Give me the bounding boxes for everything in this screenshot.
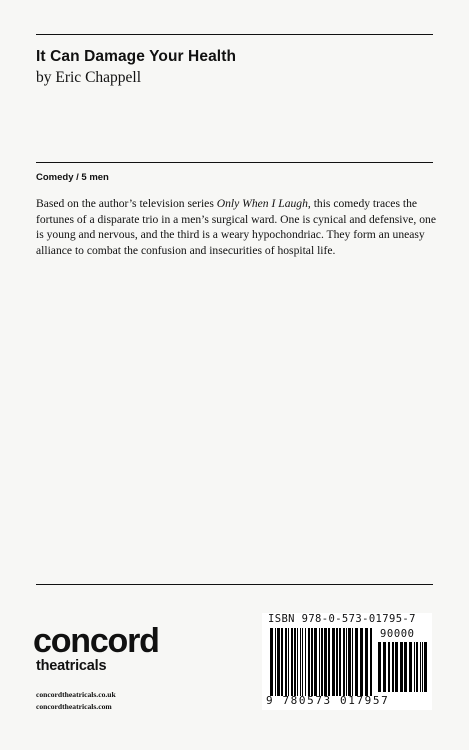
barcode-bar: [424, 642, 427, 692]
barcode-bar: [332, 628, 335, 696]
barcode-bar: [355, 628, 358, 696]
barcode-bar: [395, 642, 398, 692]
barcode-bar: [302, 628, 303, 696]
book-author: by Eric Chappell: [36, 69, 142, 86]
barcode-bar: [270, 628, 273, 696]
barcode-bar: [348, 628, 351, 696]
barcode-bar: [370, 628, 372, 696]
barcode-bar: [285, 628, 287, 696]
series-title: Only When I Laugh: [216, 197, 308, 210]
barcode-bar: [336, 628, 338, 696]
barcode-bar: [339, 628, 341, 696]
bottom-rule: [36, 584, 433, 585]
barcode-bar: [365, 628, 368, 696]
barcode-bar: [409, 642, 412, 692]
barcode-bar: [288, 628, 289, 696]
barcode-bar: [392, 642, 394, 692]
barcode-bar: [321, 628, 323, 696]
top-rule: [36, 34, 433, 35]
barcode-bar: [300, 628, 301, 696]
barcode-bar: [319, 628, 320, 696]
barcode-bar: [346, 628, 347, 696]
barcode-bar: [404, 642, 407, 692]
barcode-bar: [324, 628, 327, 696]
blurb-text-before: Based on the author’s television series: [36, 197, 217, 210]
barcode-bar: [297, 628, 298, 696]
barcode-bar: [422, 642, 423, 692]
barcode-bar: [420, 642, 421, 692]
url-uk: concordtheatricals.co.uk: [36, 690, 116, 699]
url-com: concordtheatricals.com: [36, 702, 112, 711]
isbn-label: ISBN 978-0-573-01795-7: [268, 613, 416, 625]
price-barcode: [378, 642, 428, 692]
barcode-bar: [328, 628, 330, 696]
barcode-bar: [400, 642, 403, 692]
barcode-bar: [352, 628, 353, 696]
barcode-bar: [308, 628, 310, 696]
barcode-bar: [294, 628, 296, 696]
barcode-bar: [314, 628, 317, 696]
barcode-bar: [378, 642, 381, 692]
blurb-text-after: , this comedy traces the fortunes of a disparate trio in a men’s surgical ward. One is cynical and defensive, one is young and nervous, and the third is a weary hypochondriac. They form an uneasy alliance to combat the confusion and insecurities of hospital life.: [36, 197, 436, 257]
ean-barcode: [270, 628, 374, 696]
barcode-bar: [383, 642, 386, 692]
genre-cast: Comedy / 5 men: [36, 172, 109, 183]
barcode-bar: [305, 628, 306, 696]
barcode-bar: [343, 628, 345, 696]
barcode-bar: [414, 642, 415, 692]
barcode-bar: [291, 628, 293, 696]
barcode-bar: [388, 642, 390, 692]
logo-main: concord: [33, 622, 159, 660]
barcode-bar: [311, 628, 313, 696]
logo-sub: theatricals: [36, 658, 107, 674]
book-title: It Can Damage Your Health: [36, 48, 237, 65]
barcode-bar: [277, 628, 280, 696]
barcode-bar: [275, 628, 276, 696]
ean-digits: 9 780573 017957: [266, 694, 390, 707]
barcode-bar: [281, 628, 283, 696]
barcode-bar: [360, 628, 363, 696]
barcode-bar: [416, 642, 418, 692]
genre-rule: [36, 162, 433, 163]
price-code: 90000: [380, 628, 415, 640]
blurb: [36, 196, 436, 258]
